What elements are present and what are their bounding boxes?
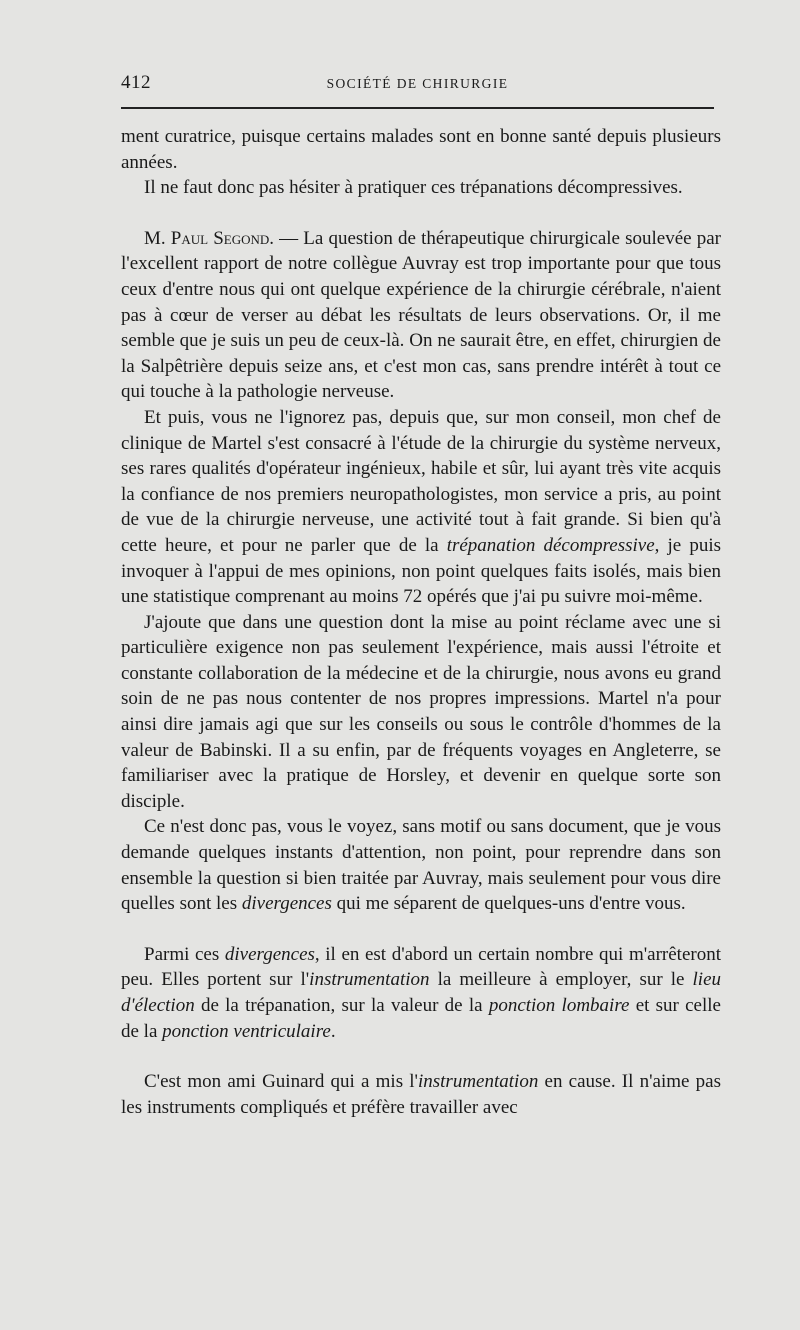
page-number: 412 xyxy=(121,72,151,93)
paragraph: Ce n'est donc pas, vous le voyez, sans motif ou sans document, que je vous demande quelques instants d'attention, non point, pour reprendre dans son ensemble la question si bien traitée par Auvray, mais seulement pour vous dire quelles sont les divergences qui me séparent de quelques-uns d'entre vous. xyxy=(121,816,721,915)
paragraph: C'est mon ami Guinard qui a mis l'instrumentation en cause. Il n'aime pas les instruments compliqués et préfère travailler avec xyxy=(121,1071,721,1118)
paragraph: Parmi ces divergences, il en est d'abord un certain nombre qui m'arrêteront peu. Elles portent sur l'instrumentation la meilleure à employer, sur le lieu d'élection de la trépanation, sur la valeur de la ponction lombaire et sur celle de la ponction ventriculaire. xyxy=(121,943,722,1042)
italic-term: divergences xyxy=(224,943,315,965)
speaker-title: M. xyxy=(144,227,166,249)
paragraph-segond: M. Paul Segond. — La question de thérapeutique chirurgicale soulevée par l'excellent rapport de notre collègue Auvray est trop importante pour que tous ceux d'entre nous qui ont quelque expérience de la chirurgie cérébrale, n'aient pas à cœur de verser au débat les résultats de leurs observations. Or, il me semble que je suis un peu de ceux-là. On ne saurait être, en effet, chirurgien de la Salpêtrière depuis seize ans, et c'est mon cas, sans prendre intérêt à tout ce qui touche à la pathologie nerveuse. xyxy=(121,227,721,403)
italic-term: divergences xyxy=(241,893,332,915)
header-rule xyxy=(121,107,714,109)
italic-term: ponction ventriculaire xyxy=(162,1020,331,1042)
italic-term: trépanation décompressive xyxy=(446,534,655,556)
body-text xyxy=(121,124,721,1120)
italic-term: instrumentation xyxy=(417,1071,539,1093)
italic-term: ponction lombaire xyxy=(488,995,630,1016)
page-header xyxy=(121,70,714,96)
paragraph: ment curatrice, puisque certains malades sont en bonne santé depuis plusieurs années. xyxy=(121,126,721,173)
paragraph: Il ne faut donc pas hésiter à pratiquer ces trépanations décompressives. xyxy=(144,177,683,199)
speaker-name: Paul Segond. xyxy=(170,227,275,249)
paragraph: J'ajoute que dans une question dont la mise au point réclame avec une si particulière exigence non pas seulement l'expérience, mais aussi l'étroite et constante collaboration de la médecine et de la chirurgie, nous avons eu grand soin de ne pas nous contenter de nos propres impressions. Martel n'a pour ainsi dire jamais agi que sur les conseils ou sous le contrôle d'hommes de la valeur de Babinski. Il a su enfin, par de fréquents voyages en Angleterre, se familiariser avec la pratique de Horsley, et devenir en quelque sorte son disciple. xyxy=(121,611,721,812)
italic-term: instrumentation xyxy=(309,969,430,991)
italic-term: lieu d'élection xyxy=(121,969,722,1016)
running-head: SOCIÉTÉ DE CHIRURGIE xyxy=(326,76,509,91)
paragraph: Et puis, vous ne l'ignorez pas, depuis que, sur mon conseil, mon chef de clinique de Martel s'est consacré à l'étude de la chirurgie du système nerveux, ses rares qualités d'opérateur ingénieux, habile et sûr, lui ayant très vite acquis la confiance de nos premiers neuropathologistes, mon service a pris, au point de vue de la chirurgie nerveuse, une activité tout à fait grande. Si bien qu'à cette heure, et pour ne parler que de la trépanation décompressive, je puis invoquer à l'appui de mes opinions, non point quelques faits isolés, mais bien une statistique comprenant au moins 72 opérés que j'ai pu suivre moi-même. xyxy=(121,406,722,608)
